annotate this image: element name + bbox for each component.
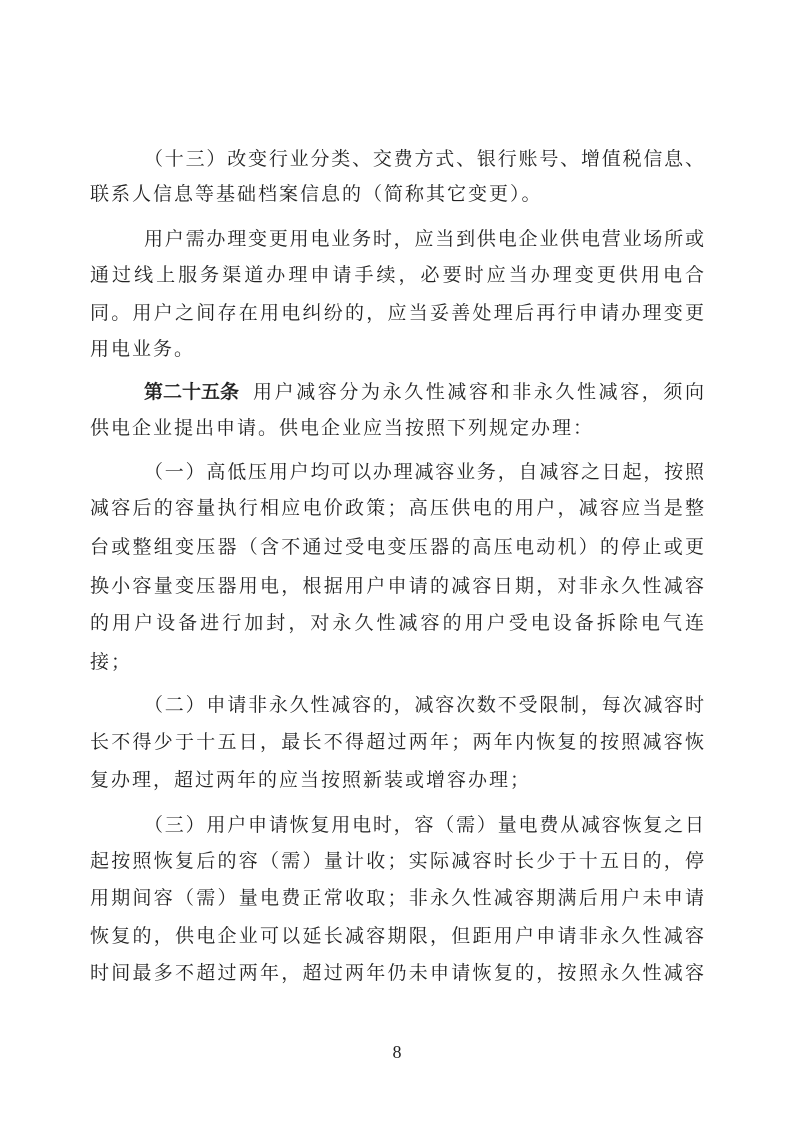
paragraph-text: 台或整组变压器（含不通过受电变压器的高压电动机）的停止或更 <box>90 536 707 558</box>
text-line <box>0 333 794 365</box>
paragraph-text: 起按照恢复后的容（需）量计收；实际减容时长少于十五日的，停 <box>90 850 707 872</box>
article-title: 第二十五条 <box>144 381 240 403</box>
page-number: 8 <box>392 1042 402 1062</box>
text-line <box>0 259 794 291</box>
text-line <box>0 297 794 329</box>
text-line <box>0 376 794 408</box>
text-line <box>0 809 794 841</box>
text-line <box>0 845 794 877</box>
text-line <box>0 178 794 210</box>
paragraph-text: （二）申请非永久性减容的，减容次数不受限制，每次减容时 <box>144 694 706 716</box>
paragraph-text: 时间最多不超过两年，超过两年仍未申请恢复的，按照永久性减容 <box>90 962 707 984</box>
paragraph-text: 用电业务。 <box>90 338 196 360</box>
paragraph-text: 同。用户之间存在用电纠纷的，应当妥善处理后再行申请办理变更 <box>90 302 707 324</box>
text-line <box>0 570 794 602</box>
text-line <box>0 957 794 989</box>
paragraph-text: 减容后的容量执行相应电价政策；高压供电的用户，减容应当是整 <box>90 497 707 519</box>
paragraph-text: 换小容量变压器用电，根据用户申请的减容日期，对非永久性减容 <box>90 575 707 597</box>
paragraph-text: 的用户设备进行加封，对永久性减容的用户受电设备拆除电气连 <box>90 612 708 634</box>
paragraph-text: （十三）改变行业分类、交费方式、银行账号、增值税信息、 <box>144 148 706 170</box>
paragraph-text: 用户需办理变更用电业务时，应当到供电企业供电营业场所或 <box>144 228 706 250</box>
text-line <box>0 412 794 444</box>
paragraph-text: 联系人信息等基础档案信息的（简称其它变更）。 <box>90 183 543 205</box>
paragraph-text: 接； <box>90 651 133 673</box>
paragraph-text: （一）高低压用户均可以办理减容业务，自减容之日起，按照 <box>144 461 706 483</box>
text-line <box>0 223 794 255</box>
text-line <box>0 531 794 563</box>
paragraph-text: 恢复的，供电企业可以延长减容期限，但距用户申请非永久性减容 <box>90 925 707 947</box>
text-line <box>0 689 794 721</box>
text-line <box>0 456 794 488</box>
paragraph-text: 用期间容（需）量电费正常收取；非永久性减容期满后用户未申请 <box>90 887 707 909</box>
text-line <box>0 726 794 758</box>
paragraph-text: 供电企业提出申请。供电企业应当按照下列规定办理： <box>90 417 595 439</box>
text-line <box>0 607 794 639</box>
paragraph-text: （三）用户申请恢复用电时，容（需）量电费从减容恢复之日 <box>144 814 706 836</box>
text-line <box>0 646 794 678</box>
text-line <box>0 764 794 796</box>
paragraph-text: 长不得少于十五日，最长不得超过两年；两年内恢复的按照减容恢 <box>90 731 707 753</box>
paragraph-text: 通过线上服务渠道办理申请手续，必要时应当办理变更供用电合 <box>90 264 708 286</box>
text-line <box>0 492 794 524</box>
text-line <box>0 882 794 914</box>
text-line <box>0 920 794 952</box>
text-line <box>0 143 794 175</box>
paragraph-text: 复办理，超过两年的应当按照新装或增容办理； <box>90 769 532 791</box>
paragraph-text: 用户减容分为永久性减容和非永久性减容，须向 <box>253 381 707 403</box>
